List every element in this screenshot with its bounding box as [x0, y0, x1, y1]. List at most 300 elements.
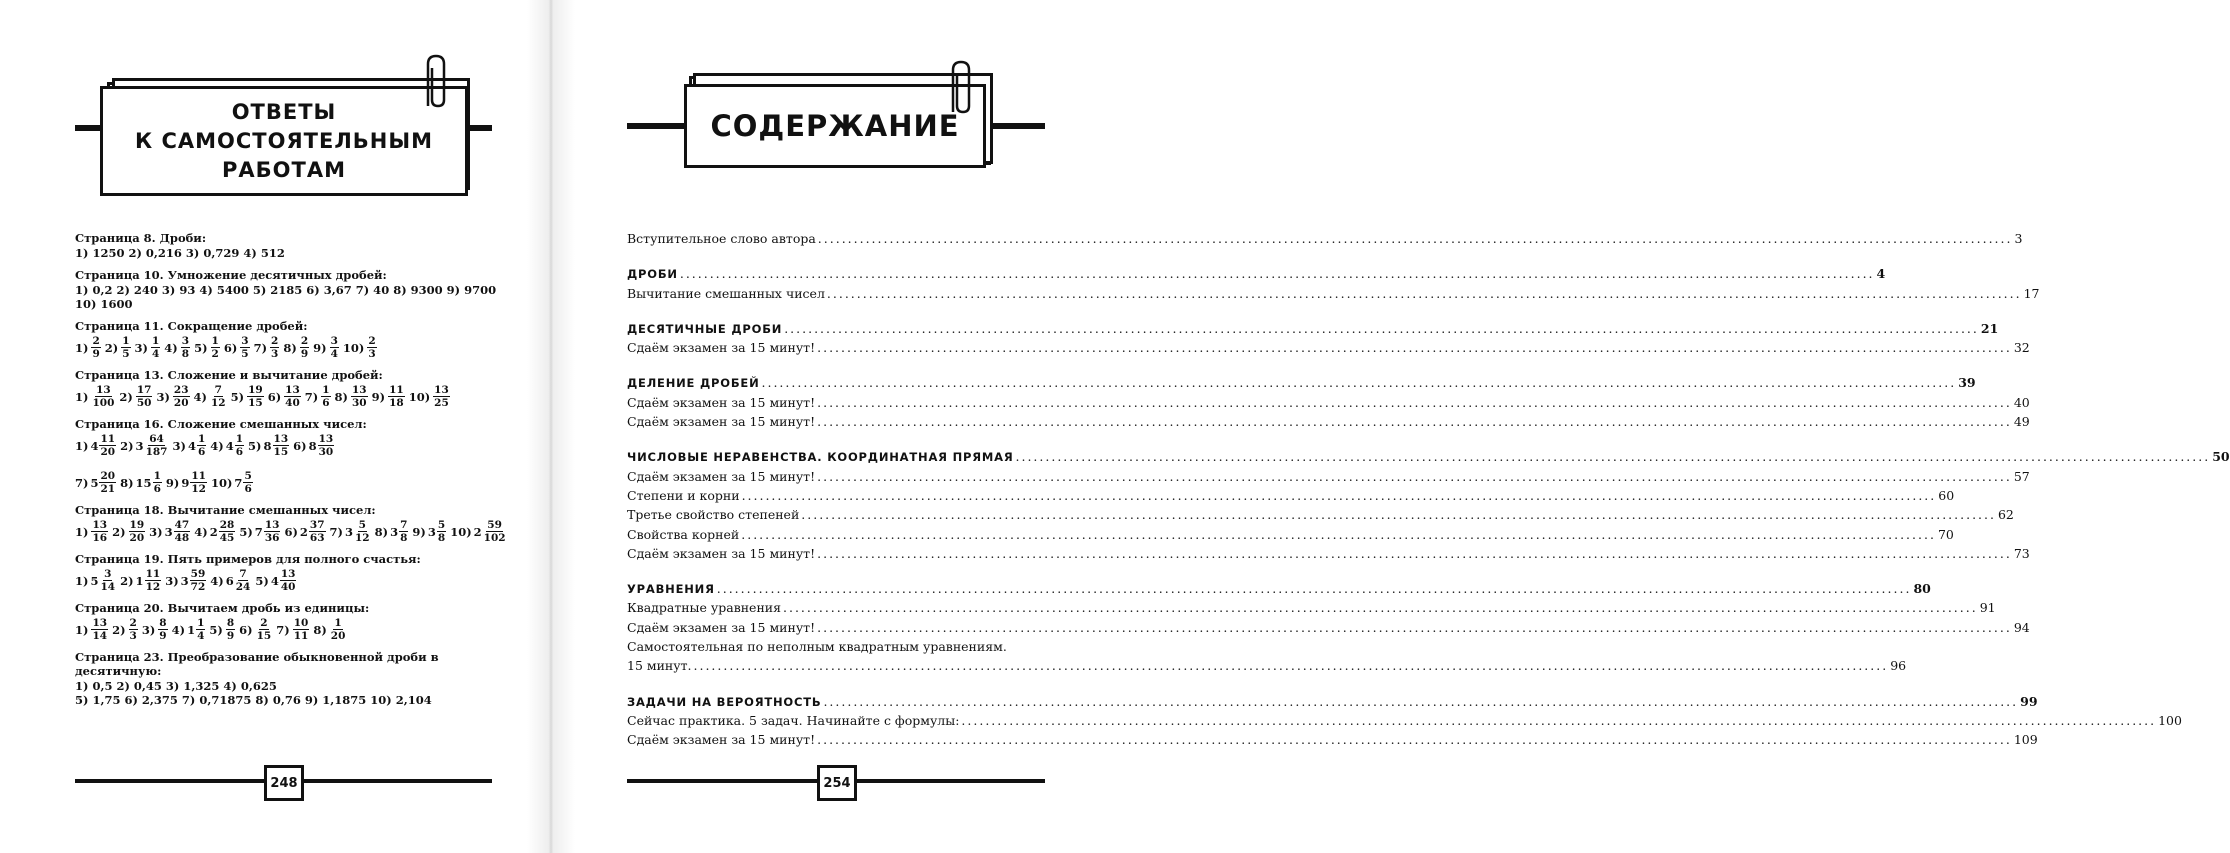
toc-entry: [627, 338, 2030, 357]
numerator: 1: [334, 617, 342, 629]
dot-leader: ........................................................................................................................................................................................................: [817, 394, 2012, 410]
toc-entry-title: Свойства корней: [627, 526, 740, 542]
toc-entry-title: Сдаём экзамен за 15 минут!: [627, 545, 816, 561]
toc-entry-title: ЧИСЛОВЫЕ НЕРАВЕНСТВА. КООРДИНАТНАЯ ПРЯМАЯ: [627, 450, 1014, 465]
numerator: 3: [104, 568, 112, 580]
fraction: [158, 617, 167, 642]
whole-part: 7: [254, 524, 263, 539]
answer-item: [172, 617, 207, 642]
toc-entry: [627, 544, 2030, 563]
denominator: 187: [145, 446, 168, 458]
denominator: 3: [368, 348, 376, 360]
fraction: [433, 384, 450, 409]
denominator: 36: [264, 532, 280, 544]
answer-item: [105, 335, 132, 360]
answer-item: [224, 335, 251, 360]
toc-page-number: 57: [2013, 468, 2030, 484]
item-label: 8): [120, 475, 134, 490]
answer-line: 5) 1,75 6) 2,375 7) 0,71875 8) 0,76 9) 1,1875 10) 2,104: [75, 693, 432, 707]
toc-page-number: 4: [1876, 266, 1886, 282]
fraction: [330, 617, 347, 642]
denominator: 3: [129, 630, 137, 642]
item-label: 6): [239, 622, 253, 637]
numerator: 13: [92, 617, 108, 629]
fraction: [136, 384, 153, 409]
item-label: 7): [329, 524, 343, 539]
answer-item: [166, 470, 208, 495]
fraction: [367, 335, 376, 360]
answer-item: [172, 433, 207, 458]
fraction: [99, 433, 116, 458]
denominator: 4: [197, 630, 205, 642]
toc-entry: [627, 467, 2030, 486]
answer-item: [343, 335, 378, 360]
numerator: 7: [239, 568, 247, 580]
answer-item: [75, 470, 117, 495]
denominator: 12: [210, 397, 226, 409]
section-title: Страница 10. Умножение десятичных дробей:: [75, 268, 387, 282]
item-label: 9): [313, 340, 327, 355]
numerator: 5: [358, 519, 366, 531]
denominator: 102: [483, 532, 506, 544]
item-label: 3): [149, 524, 163, 539]
answer-item: [165, 568, 207, 593]
item-label: 8): [283, 340, 297, 355]
fraction: [153, 470, 162, 495]
answer-item: [211, 470, 254, 495]
answer-item: [450, 519, 507, 544]
answer-item: [239, 617, 273, 642]
answer-item: [164, 335, 191, 360]
whole-part: 3: [344, 524, 353, 539]
item-label: 1): [75, 340, 89, 355]
denominator: 40: [280, 581, 296, 593]
numerator: 1: [322, 384, 330, 396]
numerator: 28: [219, 519, 235, 531]
denominator: 48: [174, 532, 190, 544]
fraction: [309, 519, 326, 544]
item-label: 3): [134, 340, 148, 355]
fraction: [197, 433, 206, 458]
toc-entry: [627, 711, 2182, 730]
answer-line: [75, 519, 505, 544]
item-label: 8): [374, 524, 389, 539]
fraction: [235, 433, 244, 458]
fraction: [196, 617, 205, 642]
fraction: [293, 617, 310, 642]
whole-part: 3: [427, 524, 436, 539]
denominator: 15: [248, 397, 263, 409]
numerator: 2: [300, 335, 309, 347]
toc-page-number: 60: [1938, 487, 1955, 503]
denominator: 9: [226, 630, 235, 642]
toc-entry-title: Вступительное слово автора: [627, 231, 816, 246]
answer-item: [194, 384, 228, 409]
whole-part: 8: [308, 438, 317, 453]
numerator: 2: [260, 617, 268, 629]
answer-section: [75, 503, 505, 544]
whole-part: 1: [187, 622, 196, 637]
fraction: [173, 384, 190, 409]
left-page: [0, 0, 551, 853]
numerator: 11: [389, 384, 404, 396]
answer-section: [75, 319, 505, 360]
numerator: 7: [214, 384, 222, 396]
toc-page-number: 73: [2013, 545, 2030, 561]
denominator: 4: [330, 348, 338, 360]
numerator: 13: [318, 433, 334, 445]
denominator: 15: [273, 446, 289, 458]
item-label: 6): [267, 389, 282, 404]
numerator: 2: [92, 335, 100, 347]
toc-gap: [627, 248, 1045, 264]
denominator: 6: [153, 483, 161, 495]
toc-entry: [627, 618, 2030, 637]
fraction: [321, 384, 330, 409]
toc-entry: [627, 412, 2030, 431]
numerator: 19: [248, 384, 263, 396]
denominator: 9: [300, 348, 309, 360]
right-title-box: [684, 84, 986, 168]
whole-part: 7: [234, 475, 243, 490]
answer-item: [268, 384, 302, 409]
denominator: 9: [159, 630, 167, 642]
item-label: 5): [194, 340, 208, 355]
denominator: 20: [173, 397, 189, 409]
fraction: [240, 335, 249, 360]
answer-line: 1) 0,2 2) 240 3) 93 4) 5400 5) 2185 6) 3,67 7) 40 8) 9300 9) 9700 10) 1600: [75, 283, 497, 311]
left-page-title: [135, 98, 433, 185]
dot-leader: ........................................................................................................................................................................................................: [801, 507, 1996, 523]
fraction: [91, 617, 108, 642]
item-label: 7): [276, 622, 290, 637]
item-label: 7): [304, 389, 319, 404]
fraction: [181, 335, 190, 360]
dot-leader: ........................................................................................................................................................................................................: [1015, 449, 2211, 465]
answer-line: [75, 617, 505, 642]
answer-item: [75, 568, 117, 593]
toc-entry: [627, 486, 1955, 505]
toc-page-number: 70: [1937, 526, 1954, 542]
toc-entry-title: Вычитание смешанных чисел: [627, 285, 825, 301]
answer-item: [75, 384, 116, 409]
numerator: 13: [285, 384, 300, 396]
fraction: [399, 519, 408, 544]
numerator: 59: [190, 568, 206, 580]
item-label: 7): [253, 340, 268, 355]
numerator: 23: [173, 384, 189, 396]
denominator: 15: [256, 630, 272, 642]
item-label: 1): [75, 438, 89, 453]
denominator: 50: [136, 397, 152, 409]
item-label: 6): [284, 524, 298, 539]
numerator: 13: [92, 519, 108, 531]
toc-page-number: 99: [2020, 693, 2038, 709]
toc-chapter: [627, 264, 1886, 283]
title-line: ОТВЕТЫ: [231, 99, 337, 124]
toc-page-number: 50: [2212, 449, 2230, 465]
denominator: 4: [151, 348, 160, 360]
toc-page-number: 109: [2013, 732, 2038, 748]
numerator: 8: [159, 617, 167, 629]
item-label: 10): [210, 475, 233, 490]
item-label: 5): [248, 438, 262, 453]
numerator: 13: [434, 384, 449, 396]
toc-entry-title: 15 минут.: [627, 658, 692, 674]
numerator: 11: [100, 433, 116, 445]
toc-chapter: [627, 692, 2038, 711]
item-label: 9): [371, 389, 386, 404]
numerator: 1: [153, 470, 161, 482]
numerator: 1: [197, 617, 205, 629]
answer-section: [75, 552, 505, 593]
answer-item: [142, 617, 169, 642]
fraction: [99, 568, 116, 593]
toc-page-number: 62: [1997, 507, 2014, 523]
item-label: 6): [223, 340, 238, 355]
numerator: 47: [174, 519, 190, 531]
numerator: 1: [122, 335, 130, 347]
paperclip-icon: [944, 58, 978, 116]
whole-part: 15: [135, 475, 152, 490]
answer-item: [231, 384, 265, 409]
answer-line: [75, 335, 505, 360]
toc-page-number: 94: [2013, 619, 2030, 635]
fraction: [247, 384, 264, 409]
section-title: Страница 13. Сложение и вычитание дробей:: [75, 368, 383, 382]
dot-leader: ........................................................................................................................................................................................................: [784, 320, 1979, 336]
toc-entry-title: ЗАДАЧИ НА ВЕРОЯТНОСТЬ: [627, 694, 822, 709]
toc-gap: [627, 431, 1045, 447]
denominator: 20: [100, 446, 116, 458]
dot-leader: ........................................................................................................................................................................................................: [817, 732, 2012, 748]
denominator: 30: [351, 397, 367, 409]
item-label: 1): [75, 524, 89, 539]
item-label: 4): [171, 622, 186, 637]
numerator: 20: [100, 470, 116, 482]
whole-part: 4: [225, 438, 234, 453]
fraction: [190, 568, 207, 593]
item-label: 9): [165, 475, 180, 490]
answer-item: [119, 384, 153, 409]
answer-section: [75, 231, 505, 260]
whole-part: 2: [473, 524, 482, 539]
answer-line: [75, 384, 505, 409]
item-label: 3): [156, 389, 170, 404]
numerator: 3: [330, 335, 338, 347]
answer-line: [75, 568, 505, 593]
toc-entry-title: ДЕСЯТИЧНЫЕ ДРОБИ: [627, 321, 783, 336]
item-label: 1): [75, 573, 89, 588]
numerator: 1: [197, 433, 206, 445]
dot-leader: ........................................................................................................................................................................................................: [826, 285, 2022, 301]
whole-part: 5: [90, 573, 99, 588]
answers-list: [75, 231, 505, 715]
fraction: [284, 384, 301, 409]
paperclip-icon: [418, 52, 454, 110]
numerator: 8: [226, 617, 235, 629]
denominator: 2: [211, 348, 219, 360]
item-label: 2): [104, 340, 119, 355]
denominator: 11: [293, 630, 309, 642]
toc-entry-title: Сдаём экзамен за 15 минут!: [627, 619, 816, 635]
fraction: [211, 335, 220, 360]
toc-gap: [627, 563, 1045, 579]
section-title: Страница 16. Сложение смешанных чисел:: [75, 417, 367, 431]
toc-chapter: [627, 447, 2230, 466]
answer-item: [209, 617, 236, 642]
toc-page-number: 91: [1979, 600, 1996, 616]
left-title-box: [100, 86, 468, 196]
numerator: 2: [129, 617, 137, 629]
toc-page-number: 49: [2013, 414, 2030, 430]
fraction: [264, 519, 281, 544]
numerator: 3: [181, 335, 190, 347]
toc-entry: [627, 505, 2014, 524]
numerator: 11: [191, 470, 206, 482]
answer-item: [135, 335, 162, 360]
item-label: 4): [210, 438, 224, 453]
fraction: [437, 519, 446, 544]
dot-leader: ........................................................................................................................................................................................................: [716, 581, 1912, 597]
answer-item: [112, 519, 146, 544]
dot-leader: ........................................................................................................................................................................................................: [823, 693, 2019, 709]
fraction: [91, 519, 108, 544]
dot-leader: ........................................................................................................................................................................................................: [817, 340, 2012, 356]
fraction: [129, 617, 138, 642]
section-title: Страница 18. Вычитание смешанных чисел:: [75, 503, 376, 517]
toc-entry-title: Степени и корни: [627, 487, 740, 503]
toc-entry-title: Сдаём экзамен за 15 минут!: [627, 394, 816, 410]
section-title: Страница 20. Вычитаем дробь из единицы:: [75, 601, 370, 615]
denominator: 16: [92, 532, 108, 544]
denominator: 72: [190, 581, 206, 593]
answer-item: [156, 384, 190, 409]
toc-entry-title: Квадратные уравнения: [627, 600, 782, 616]
answer-item: [409, 384, 451, 409]
denominator: 14: [92, 630, 108, 642]
dot-leader: ........................................................................................................................................................................................................: [817, 231, 2013, 246]
item-label: 4): [194, 524, 208, 539]
fraction: [354, 519, 371, 544]
answer-item: [330, 519, 372, 544]
toc-entry-title: Сдаём экзамен за 15 минут!: [627, 414, 816, 430]
answer-line: 1) 0,5 2) 0,45 3) 1,325 4) 0,625: [75, 679, 277, 693]
denominator: 24: [235, 581, 251, 593]
fraction: [121, 335, 130, 360]
item-label: 2): [120, 438, 134, 453]
title-line: К САМОСТОЯТЕЛЬНЫМ: [135, 128, 433, 153]
denominator: 40: [285, 397, 300, 409]
item-label: 2): [112, 524, 126, 539]
numerator: 2: [368, 335, 376, 347]
fraction: [91, 384, 115, 409]
fraction: [190, 470, 207, 495]
answer-section: [75, 417, 505, 495]
toc-entry: [627, 656, 1907, 675]
page-number: 254: [817, 765, 857, 801]
item-label: 8): [334, 389, 348, 404]
dot-leader: ........................................................................................................................................................................................................: [783, 600, 1978, 616]
whole-part: 2: [299, 524, 308, 539]
numerator: 13: [264, 519, 280, 531]
fraction: [145, 433, 169, 458]
item-label: 8): [313, 622, 327, 637]
numerator: 59: [487, 519, 502, 531]
answer-section: [75, 268, 505, 311]
denominator: 30: [318, 446, 334, 458]
answer-item: [149, 519, 191, 544]
whole-part: 4: [90, 438, 99, 453]
fraction: [256, 617, 273, 642]
toc-entry-title: Третье свойство степеней: [627, 507, 800, 523]
toc-page-number: 21: [1980, 320, 1999, 336]
numerator: 1: [211, 335, 219, 347]
fraction: [273, 433, 290, 458]
toc-gap: [627, 357, 1045, 373]
dot-leader: ........................................................................................................................................................................................................: [679, 266, 1875, 282]
answer-section: [75, 601, 505, 642]
fraction: [145, 568, 162, 593]
answer-item: [210, 433, 245, 458]
denominator: 25: [434, 397, 449, 409]
whole-part: 4: [187, 438, 196, 453]
toc-chapter: [627, 319, 1999, 338]
item-label: 3): [141, 622, 156, 637]
dot-leader: ........................................................................................................................................................................................................: [693, 658, 1889, 674]
fraction: [99, 470, 116, 495]
right-page: [551, 0, 2230, 853]
section-title: Страница 8. Дроби:: [75, 231, 207, 245]
fraction: [318, 433, 335, 458]
whole-part: 4: [270, 573, 279, 588]
item-label: 10): [450, 524, 472, 539]
answer-item: [313, 617, 347, 642]
toc-entry-title: ДРОБИ: [627, 267, 678, 282]
numerator: 3: [241, 335, 249, 347]
numerator: 17: [136, 384, 152, 396]
denominator: 3: [271, 348, 279, 360]
whole-part: 8: [263, 438, 272, 453]
denominator: 9: [92, 348, 100, 360]
dot-leader: ........................................................................................................................................................................................................: [741, 526, 1936, 542]
toc-page-number: 40: [2013, 394, 2030, 410]
toc-entry: [627, 284, 2040, 303]
numerator: 11: [145, 568, 161, 580]
dot-leader: ........................................................................................................................................................................................................: [817, 468, 2012, 484]
numerator: 13: [280, 568, 296, 580]
fraction: [300, 335, 309, 360]
item-label: 4): [164, 340, 178, 355]
item-label: 2): [120, 573, 134, 588]
item-label: 3): [172, 438, 186, 453]
whole-part: 9: [181, 475, 190, 490]
denominator: 6: [244, 483, 252, 495]
toc-page-number: 96: [1890, 658, 1907, 674]
answer-item: [75, 617, 109, 642]
answer-item: [284, 519, 326, 544]
book-gutter: [527, 0, 575, 853]
fraction: [151, 335, 160, 360]
toc-entry-title: УРАВНЕНИЯ: [627, 582, 715, 597]
toc-entry: [627, 598, 1996, 617]
denominator: 8: [437, 532, 446, 544]
whole-part: 1: [135, 573, 144, 588]
answer-item: [120, 470, 163, 495]
numerator: 10: [293, 617, 309, 629]
toc-page-number: 32: [2013, 340, 2030, 356]
dot-leader: ........................................................................................................................................................................................................: [817, 619, 2012, 635]
